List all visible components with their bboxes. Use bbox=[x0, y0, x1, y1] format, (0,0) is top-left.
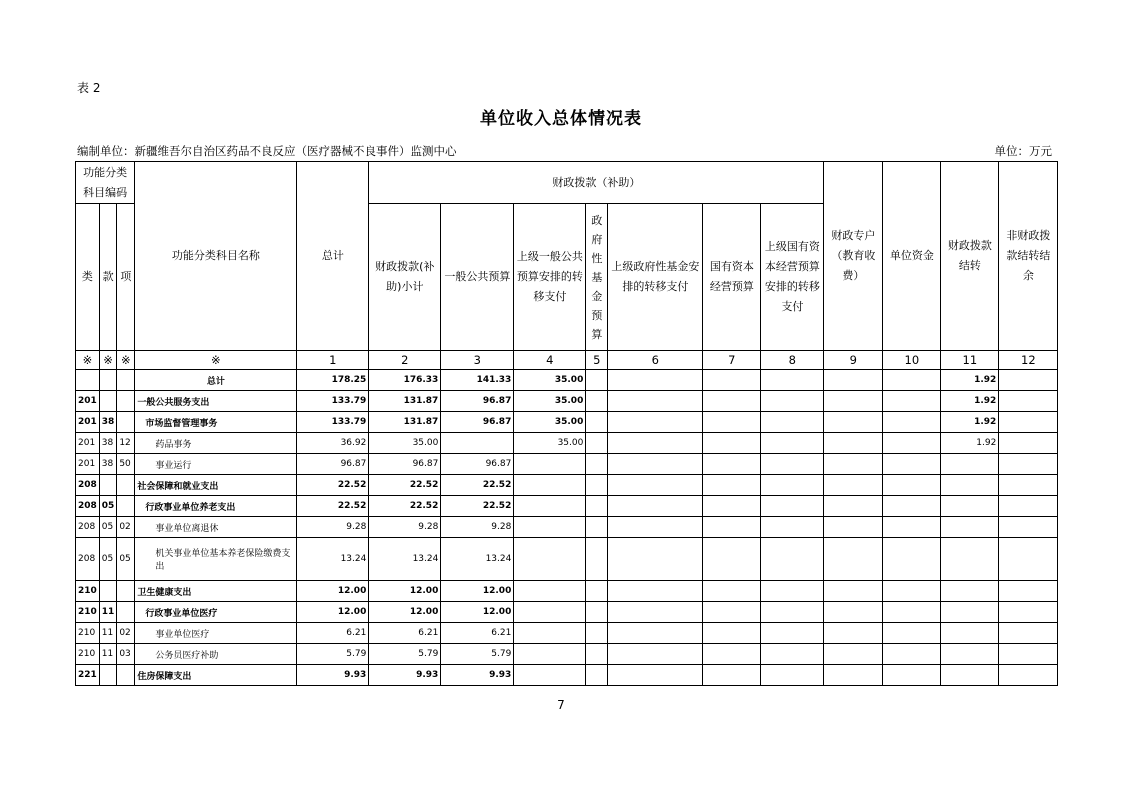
amount-cell: 96.87 bbox=[441, 454, 514, 475]
amount-cell bbox=[999, 475, 1058, 496]
code-kuan-cell: 38 bbox=[99, 433, 117, 454]
amount-cell: 96.87 bbox=[441, 391, 514, 412]
amount-cell: 178.25 bbox=[297, 370, 369, 391]
amount-cell bbox=[703, 391, 761, 412]
table-tag: 表 2 bbox=[77, 81, 101, 95]
amount-cell: 12.00 bbox=[441, 602, 514, 623]
item-name-cell: 总计 bbox=[135, 370, 297, 391]
table-row bbox=[76, 644, 1058, 665]
amount-cell bbox=[941, 623, 999, 644]
item-name-cell: 行政事业单位医疗 bbox=[135, 602, 297, 623]
amount-cell bbox=[608, 623, 703, 644]
amount-cell bbox=[824, 623, 883, 644]
code-kuan-cell: 05 bbox=[99, 517, 117, 538]
amount-cell: 1.92 bbox=[941, 412, 999, 433]
code-kuan-cell: 38 bbox=[99, 454, 117, 475]
code-xiang-cell: 02 bbox=[117, 517, 135, 538]
code-lei-cell: 210 bbox=[76, 623, 100, 644]
amount-cell: 12.00 bbox=[297, 602, 369, 623]
table-row bbox=[76, 454, 1058, 475]
amount-cell bbox=[941, 454, 999, 475]
column-number: ※ bbox=[99, 351, 117, 370]
item-name-cell: 社会保障和就业支出 bbox=[135, 475, 297, 496]
amount-cell: 13.24 bbox=[441, 538, 514, 581]
amount-cell bbox=[883, 538, 941, 581]
code-kuan-cell: 38 bbox=[99, 412, 117, 433]
header-func-code: 功能分类科目编码 bbox=[76, 162, 135, 204]
amount-cell bbox=[824, 454, 883, 475]
code-xiang-cell: 12 bbox=[117, 433, 135, 454]
amount-cell: 96.87 bbox=[369, 454, 441, 475]
amount-cell bbox=[824, 665, 883, 686]
amount-cell bbox=[586, 644, 608, 665]
table-row bbox=[76, 496, 1058, 517]
amount-cell bbox=[608, 433, 703, 454]
amount-cell bbox=[883, 644, 941, 665]
amount-cell bbox=[586, 581, 608, 602]
amount-cell bbox=[608, 370, 703, 391]
amount-cell bbox=[824, 602, 883, 623]
amount-cell bbox=[608, 412, 703, 433]
amount-cell bbox=[883, 517, 941, 538]
column-number: 6 bbox=[608, 351, 703, 370]
code-lei-cell: 208 bbox=[76, 538, 100, 581]
amount-cell: 9.28 bbox=[369, 517, 441, 538]
amount-cell bbox=[761, 391, 824, 412]
header-unit-funds: 单位资金 bbox=[883, 162, 941, 351]
amount-cell bbox=[608, 581, 703, 602]
amount-cell: 6.21 bbox=[441, 623, 514, 644]
amount-cell bbox=[514, 602, 586, 623]
column-number: ※ bbox=[135, 351, 297, 370]
currency-unit: 单位：万元 bbox=[994, 144, 1052, 158]
amount-cell bbox=[824, 370, 883, 391]
amount-cell bbox=[824, 538, 883, 581]
code-lei-cell: 201 bbox=[76, 391, 100, 412]
amount-cell: 131.87 bbox=[369, 391, 441, 412]
amount-cell bbox=[999, 581, 1058, 602]
amount-cell bbox=[824, 412, 883, 433]
header-kuan: 款 bbox=[99, 204, 117, 351]
amount-cell bbox=[999, 370, 1058, 391]
amount-cell: 13.24 bbox=[369, 538, 441, 581]
amount-cell bbox=[941, 475, 999, 496]
amount-cell bbox=[761, 602, 824, 623]
code-xiang-cell bbox=[117, 602, 135, 623]
code-lei-cell: 208 bbox=[76, 517, 100, 538]
code-kuan-cell: 05 bbox=[99, 538, 117, 581]
amount-cell bbox=[883, 454, 941, 475]
amount-cell: 12.00 bbox=[297, 581, 369, 602]
amount-cell bbox=[883, 412, 941, 433]
amount-cell: 141.33 bbox=[441, 370, 514, 391]
amount-cell bbox=[608, 391, 703, 412]
code-kuan-cell bbox=[99, 391, 117, 412]
amount-cell bbox=[703, 538, 761, 581]
amount-cell bbox=[514, 623, 586, 644]
amount-cell: 9.93 bbox=[441, 665, 514, 686]
header-fiscal-carryover: 财政拨款结转 bbox=[941, 162, 999, 351]
amount-cell bbox=[999, 623, 1058, 644]
amount-cell: 35.00 bbox=[369, 433, 441, 454]
amount-cell bbox=[514, 454, 586, 475]
amount-cell bbox=[703, 517, 761, 538]
code-kuan-cell bbox=[99, 581, 117, 602]
amount-cell bbox=[761, 538, 824, 581]
amount-cell bbox=[941, 644, 999, 665]
code-kuan-cell: 11 bbox=[99, 623, 117, 644]
amount-cell bbox=[941, 665, 999, 686]
column-number: 11 bbox=[941, 351, 999, 370]
code-xiang-cell bbox=[117, 391, 135, 412]
amount-cell bbox=[703, 581, 761, 602]
amount-cell bbox=[824, 517, 883, 538]
item-name-cell: 药品事务 bbox=[135, 433, 297, 454]
amount-cell bbox=[761, 517, 824, 538]
header-non-fiscal-carryover: 非财政拨款结转结余 bbox=[999, 162, 1058, 351]
column-number: 1 bbox=[297, 351, 369, 370]
compiling-unit: 编制单位：新疆维吾尔自治区药品不良反应（医疗器械不良事件）监测中心 bbox=[77, 144, 457, 158]
table-row bbox=[76, 391, 1058, 412]
amount-cell bbox=[586, 475, 608, 496]
amount-cell: 22.52 bbox=[441, 475, 514, 496]
amount-cell: 35.00 bbox=[514, 391, 586, 412]
code-lei-cell: 208 bbox=[76, 496, 100, 517]
header-fiscal-subtotal: 财政拨款(补助)小计 bbox=[369, 204, 441, 351]
table-row bbox=[76, 665, 1058, 686]
table-row bbox=[76, 581, 1058, 602]
item-name-cell: 事业运行 bbox=[135, 454, 297, 475]
amount-cell bbox=[824, 496, 883, 517]
amount-cell: 96.87 bbox=[297, 454, 369, 475]
amount-cell bbox=[608, 517, 703, 538]
amount-cell: 5.79 bbox=[297, 644, 369, 665]
code-lei-cell: 210 bbox=[76, 644, 100, 665]
amount-cell bbox=[999, 665, 1058, 686]
amount-cell bbox=[703, 412, 761, 433]
amount-cell bbox=[514, 475, 586, 496]
amount-cell: 13.24 bbox=[297, 538, 369, 581]
amount-cell bbox=[586, 538, 608, 581]
table-row bbox=[76, 412, 1058, 433]
amount-cell bbox=[514, 581, 586, 602]
amount-cell bbox=[608, 602, 703, 623]
header-total: 总计 bbox=[297, 162, 369, 351]
code-xiang-cell: 05 bbox=[117, 538, 135, 581]
amount-cell bbox=[608, 496, 703, 517]
amount-cell bbox=[514, 665, 586, 686]
amount-cell bbox=[999, 602, 1058, 623]
amount-cell: 9.28 bbox=[297, 517, 369, 538]
item-name-cell: 卫生健康支出 bbox=[135, 581, 297, 602]
header-lei: 类 bbox=[76, 204, 100, 351]
table-row bbox=[76, 370, 1058, 391]
column-number: ※ bbox=[76, 351, 100, 370]
amount-cell bbox=[703, 644, 761, 665]
amount-cell bbox=[883, 475, 941, 496]
amount-cell bbox=[883, 496, 941, 517]
code-kuan-cell bbox=[99, 370, 117, 391]
amount-cell: 22.52 bbox=[369, 496, 441, 517]
amount-cell: 12.00 bbox=[441, 581, 514, 602]
table-row bbox=[76, 602, 1058, 623]
amount-cell bbox=[824, 581, 883, 602]
code-xiang-cell bbox=[117, 412, 135, 433]
amount-cell: 5.79 bbox=[441, 644, 514, 665]
header-func-name: 功能分类科目名称 bbox=[135, 162, 297, 351]
amount-cell bbox=[883, 370, 941, 391]
header-xiang: 项 bbox=[117, 204, 135, 351]
amount-cell bbox=[586, 391, 608, 412]
amount-cell bbox=[703, 370, 761, 391]
amount-cell bbox=[586, 454, 608, 475]
amount-cell bbox=[761, 412, 824, 433]
amount-cell bbox=[761, 433, 824, 454]
amount-cell bbox=[586, 602, 608, 623]
amount-cell bbox=[824, 433, 883, 454]
amount-cell bbox=[761, 623, 824, 644]
amount-cell bbox=[824, 475, 883, 496]
amount-cell bbox=[586, 623, 608, 644]
amount-cell: 36.92 bbox=[297, 433, 369, 454]
code-lei-cell bbox=[76, 370, 100, 391]
amount-cell bbox=[586, 370, 608, 391]
amount-cell: 12.00 bbox=[369, 581, 441, 602]
code-lei-cell: 201 bbox=[76, 454, 100, 475]
amount-cell bbox=[608, 454, 703, 475]
header-fiscal-group: 财政拨款（补助） bbox=[369, 162, 824, 204]
column-number: ※ bbox=[117, 351, 135, 370]
amount-cell: 35.00 bbox=[514, 370, 586, 391]
table-row bbox=[76, 623, 1058, 644]
amount-cell bbox=[608, 665, 703, 686]
item-name-cell: 一般公共服务支出 bbox=[135, 391, 297, 412]
amount-cell: 96.87 bbox=[441, 412, 514, 433]
amount-cell bbox=[941, 581, 999, 602]
amount-cell bbox=[761, 496, 824, 517]
header-gov-fund: 政府性基金预算 bbox=[586, 204, 608, 351]
column-number: 10 bbox=[883, 351, 941, 370]
amount-cell bbox=[761, 370, 824, 391]
amount-cell: 133.79 bbox=[297, 412, 369, 433]
amount-cell: 1.92 bbox=[941, 370, 999, 391]
amount-cell bbox=[883, 391, 941, 412]
column-number: 12 bbox=[999, 351, 1058, 370]
amount-cell bbox=[703, 496, 761, 517]
amount-cell bbox=[514, 496, 586, 517]
header-general-budget: 一般公共预算 bbox=[441, 204, 514, 351]
amount-cell bbox=[999, 538, 1058, 581]
code-lei-cell: 201 bbox=[76, 412, 100, 433]
amount-cell bbox=[761, 644, 824, 665]
column-number: 5 bbox=[586, 351, 608, 370]
code-lei-cell: 210 bbox=[76, 602, 100, 623]
code-lei-cell: 210 bbox=[76, 581, 100, 602]
amount-cell bbox=[941, 602, 999, 623]
amount-cell bbox=[703, 454, 761, 475]
amount-cell bbox=[586, 517, 608, 538]
item-name-cell: 市场监督管理事务 bbox=[135, 412, 297, 433]
amount-cell bbox=[761, 475, 824, 496]
amount-cell: 22.52 bbox=[441, 496, 514, 517]
income-table bbox=[75, 161, 1058, 686]
column-number: 8 bbox=[761, 351, 824, 370]
amount-cell: 131.87 bbox=[369, 412, 441, 433]
amount-cell bbox=[608, 644, 703, 665]
amount-cell: 133.79 bbox=[297, 391, 369, 412]
code-xiang-cell bbox=[117, 370, 135, 391]
header-upper-state-capital-transfer: 上级国有资本经营预算安排的转移支付 bbox=[761, 204, 824, 351]
code-kuan-cell: 05 bbox=[99, 496, 117, 517]
amount-cell: 1.92 bbox=[941, 391, 999, 412]
code-lei-cell: 201 bbox=[76, 433, 100, 454]
amount-cell bbox=[761, 454, 824, 475]
table-row bbox=[76, 517, 1058, 538]
amount-cell bbox=[586, 433, 608, 454]
column-number: 9 bbox=[824, 351, 883, 370]
item-name-cell: 事业单位离退休 bbox=[135, 517, 297, 538]
amount-cell bbox=[703, 433, 761, 454]
amount-cell bbox=[703, 475, 761, 496]
amount-cell bbox=[703, 602, 761, 623]
code-xiang-cell: 02 bbox=[117, 623, 135, 644]
amount-cell bbox=[761, 581, 824, 602]
code-xiang-cell: 50 bbox=[117, 454, 135, 475]
amount-cell bbox=[999, 391, 1058, 412]
amount-cell bbox=[586, 665, 608, 686]
column-number-row bbox=[76, 351, 1058, 370]
amount-cell bbox=[999, 454, 1058, 475]
amount-cell: 22.52 bbox=[297, 475, 369, 496]
item-name-cell: 公务员医疗补助 bbox=[135, 644, 297, 665]
amount-cell bbox=[941, 538, 999, 581]
amount-cell bbox=[608, 538, 703, 581]
amount-cell bbox=[883, 602, 941, 623]
amount-cell bbox=[608, 475, 703, 496]
amount-cell bbox=[941, 517, 999, 538]
amount-cell bbox=[586, 496, 608, 517]
code-xiang-cell bbox=[117, 665, 135, 686]
item-name-cell: 事业单位医疗 bbox=[135, 623, 297, 644]
amount-cell bbox=[514, 517, 586, 538]
amount-cell bbox=[441, 433, 514, 454]
amount-cell bbox=[883, 581, 941, 602]
amount-cell bbox=[703, 665, 761, 686]
code-kuan-cell bbox=[99, 475, 117, 496]
item-name-cell: 行政事业单位养老支出 bbox=[135, 496, 297, 517]
column-number: 2 bbox=[369, 351, 441, 370]
amount-cell bbox=[824, 391, 883, 412]
amount-cell bbox=[883, 433, 941, 454]
amount-cell: 6.21 bbox=[297, 623, 369, 644]
amount-cell: 176.33 bbox=[369, 370, 441, 391]
amount-cell bbox=[703, 623, 761, 644]
page-number: 7 bbox=[557, 698, 565, 712]
code-xiang-cell bbox=[117, 475, 135, 496]
amount-cell bbox=[999, 644, 1058, 665]
amount-cell bbox=[883, 623, 941, 644]
page-title: 单位收入总体情况表 bbox=[480, 109, 642, 129]
header-special-account: 财政专户（教育收费） bbox=[824, 162, 883, 351]
amount-cell: 35.00 bbox=[514, 412, 586, 433]
code-lei-cell: 221 bbox=[76, 665, 100, 686]
amount-cell: 22.52 bbox=[369, 475, 441, 496]
header-state-capital: 国有资本经营预算 bbox=[703, 204, 761, 351]
column-number: 7 bbox=[703, 351, 761, 370]
item-name-cell: 机关事业单位基本养老保险缴费支出 bbox=[135, 538, 297, 581]
amount-cell bbox=[514, 538, 586, 581]
amount-cell: 12.00 bbox=[369, 602, 441, 623]
code-lei-cell: 208 bbox=[76, 475, 100, 496]
amount-cell bbox=[586, 412, 608, 433]
amount-cell: 22.52 bbox=[297, 496, 369, 517]
amount-cell bbox=[941, 496, 999, 517]
amount-cell: 6.21 bbox=[369, 623, 441, 644]
amount-cell: 1.92 bbox=[941, 433, 999, 454]
table-row bbox=[76, 538, 1058, 581]
amount-cell bbox=[999, 496, 1058, 517]
header-upper-general-transfer: 上级一般公共预算安排的转移支付 bbox=[514, 204, 586, 351]
amount-cell bbox=[999, 412, 1058, 433]
amount-cell bbox=[824, 644, 883, 665]
code-xiang-cell bbox=[117, 581, 135, 602]
amount-cell: 35.00 bbox=[514, 433, 586, 454]
column-number: 3 bbox=[441, 351, 514, 370]
amount-cell bbox=[999, 517, 1058, 538]
table-row bbox=[76, 433, 1058, 454]
amount-cell: 9.93 bbox=[369, 665, 441, 686]
amount-cell bbox=[514, 644, 586, 665]
amount-cell: 5.79 bbox=[369, 644, 441, 665]
code-kuan-cell: 11 bbox=[99, 644, 117, 665]
amount-cell: 9.28 bbox=[441, 517, 514, 538]
amount-cell bbox=[999, 433, 1058, 454]
code-kuan-cell bbox=[99, 665, 117, 686]
table-row bbox=[76, 475, 1058, 496]
column-number: 4 bbox=[514, 351, 586, 370]
header-upper-fund-transfer: 上级政府性基金安排的转移支付 bbox=[608, 204, 703, 351]
item-name-cell: 住房保障支出 bbox=[135, 665, 297, 686]
code-xiang-cell: 03 bbox=[117, 644, 135, 665]
amount-cell: 9.93 bbox=[297, 665, 369, 686]
code-kuan-cell: 11 bbox=[99, 602, 117, 623]
code-xiang-cell bbox=[117, 496, 135, 517]
amount-cell bbox=[761, 665, 824, 686]
amount-cell bbox=[883, 665, 941, 686]
